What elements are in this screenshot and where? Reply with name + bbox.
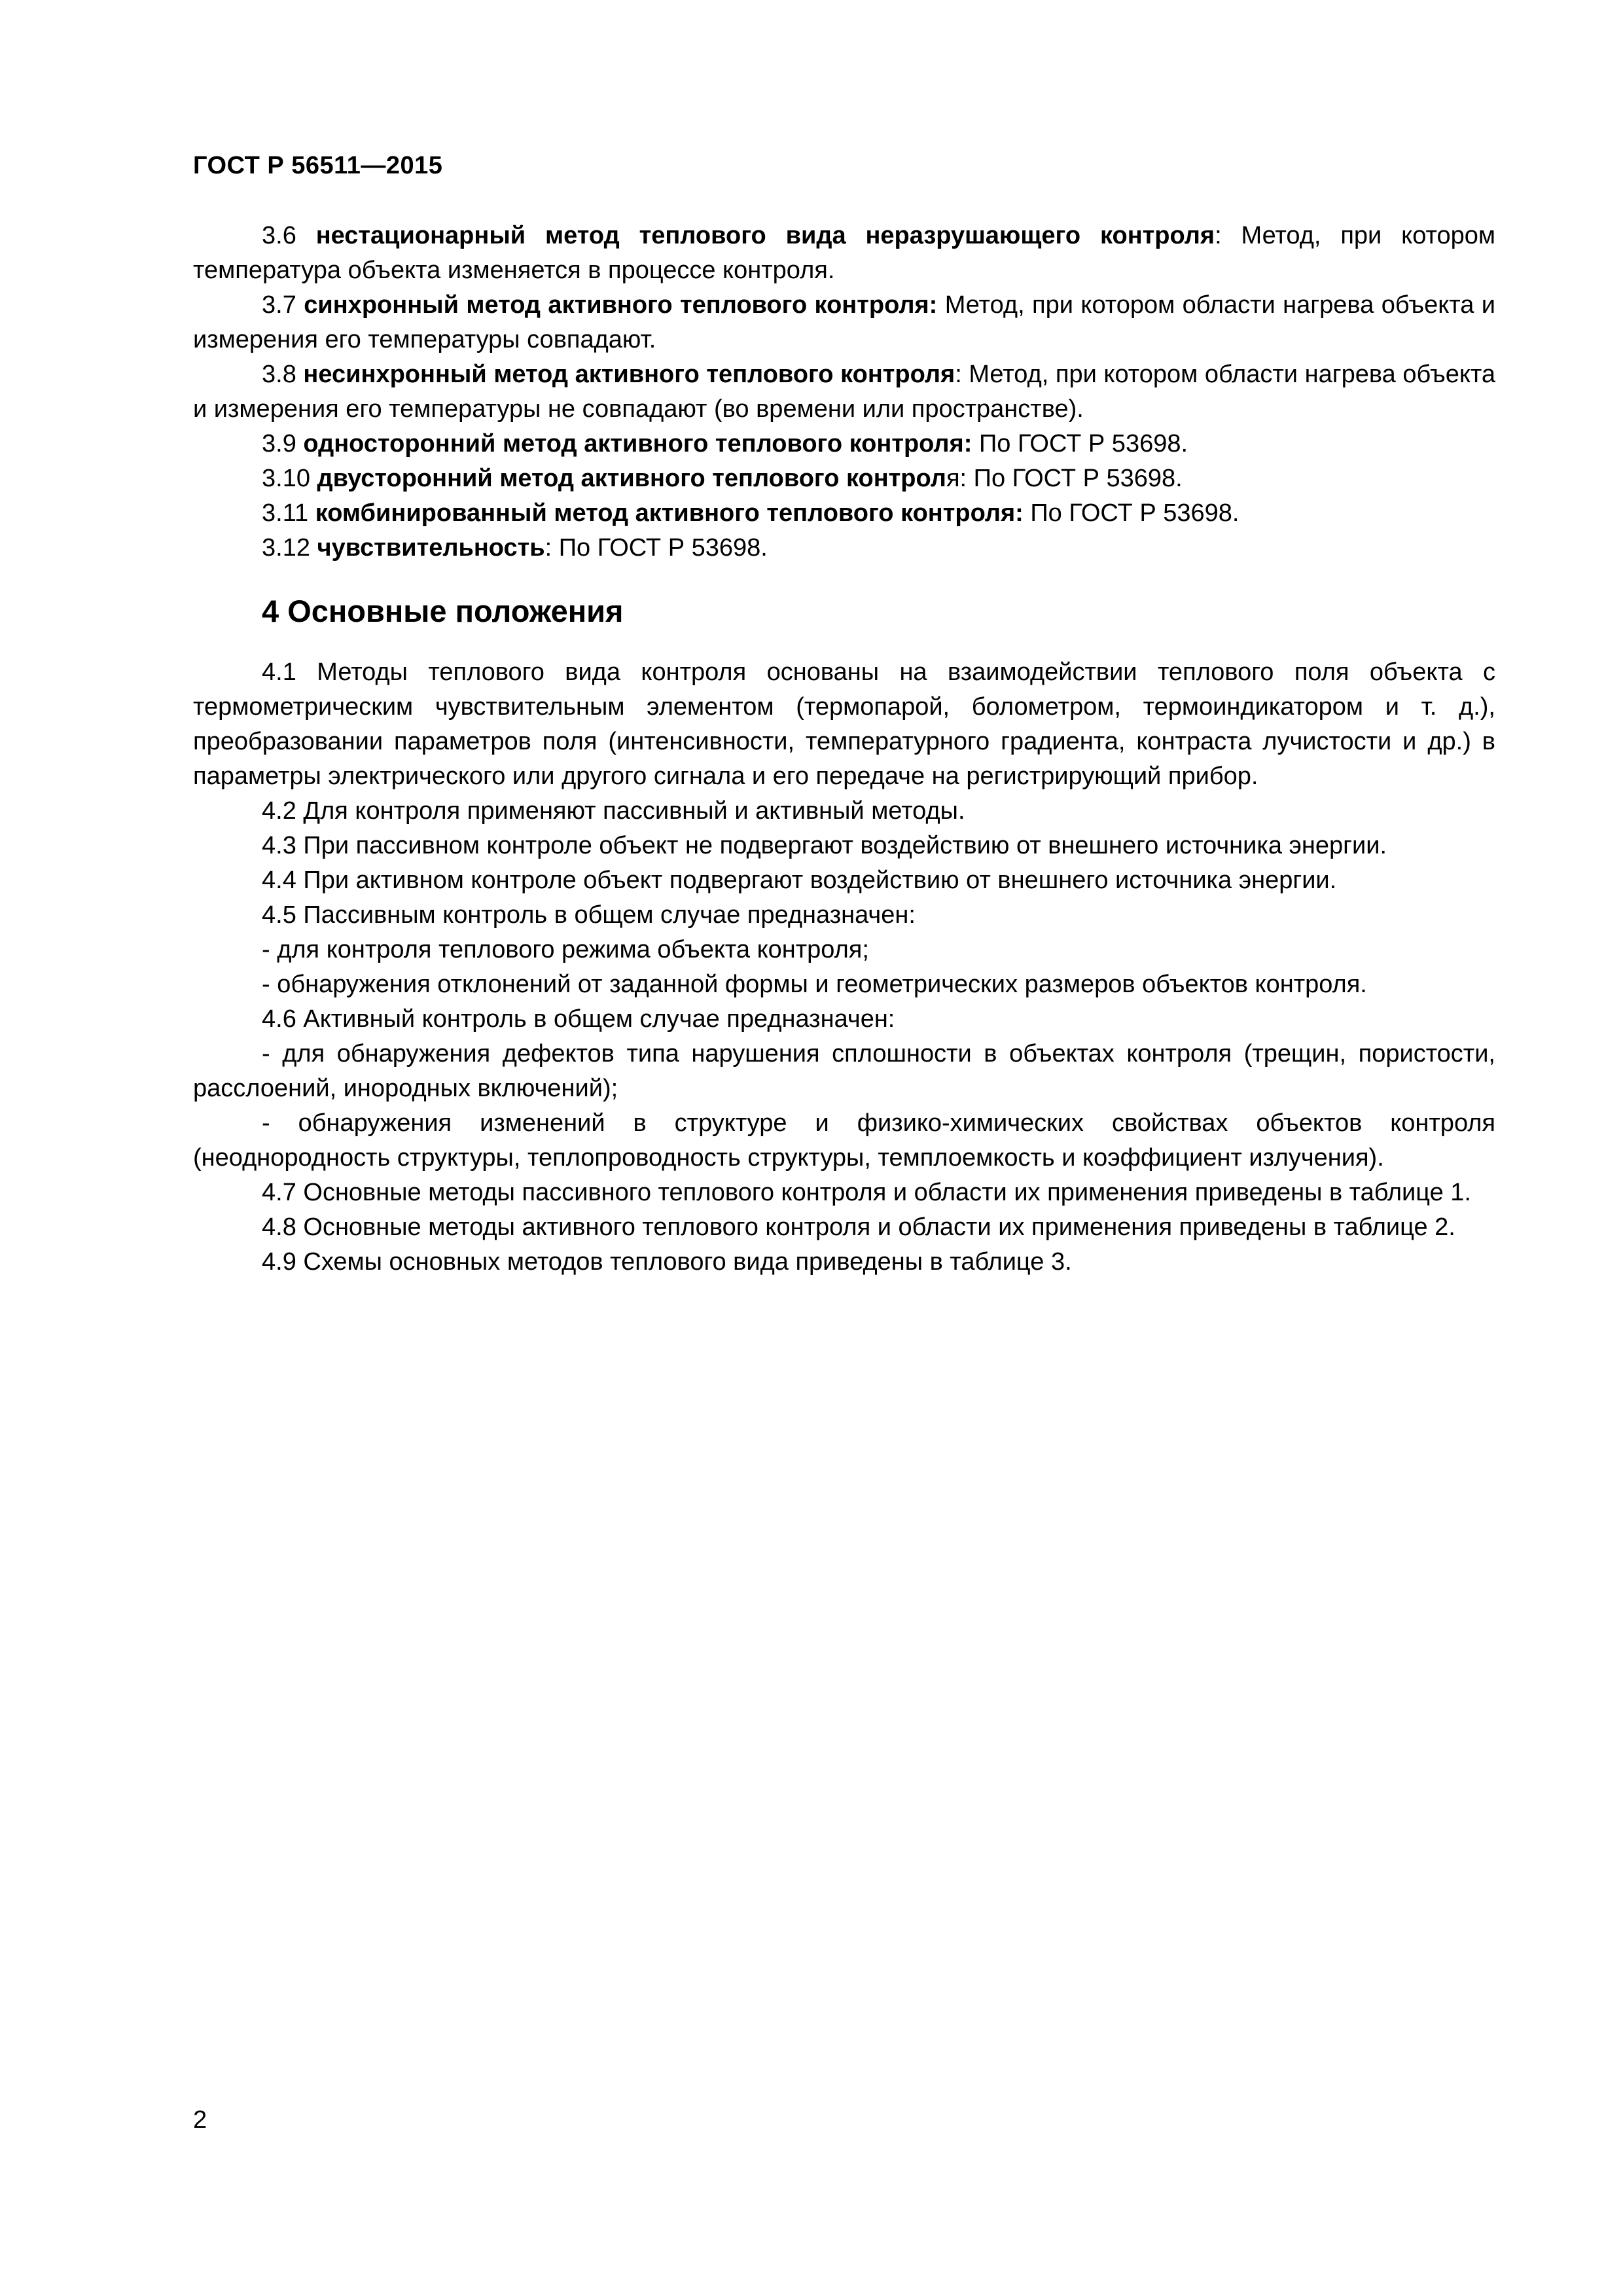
term-definition: По ГОСТ Р 53698. (1023, 499, 1240, 527)
term-3-11 (193, 496, 1495, 531)
document-code-header: ГОСТ Р 56511—2015 (193, 152, 443, 179)
list-item-4-6-a: - для обнаружения дефектов типа нарушения сплошности в объектах контроля (трещин, пористости, расслоений, инородных включений); (193, 1040, 1495, 1102)
paragraph-4-7: 4.7 Основные методы пассивного теплового контроля и области их применения приведены в таблице 1. (262, 1179, 1471, 1206)
term-number: 3.8 (262, 361, 296, 388)
paragraph-4-2: 4.2 Для контроля применяют пассивный и активный методы. (262, 797, 965, 825)
term-number: 3.7 (262, 291, 296, 319)
page-body (193, 219, 1495, 1280)
term-3-8 (193, 357, 1495, 427)
term-name: чувствительность (317, 534, 545, 562)
term-number: 3.9 (262, 430, 296, 457)
term-definition: : Метод, при котором температура объекта изменяется в процессе контроля. (193, 222, 1495, 284)
term-number: 3.10 (262, 465, 310, 492)
paragraph-4-9: 4.9 Схемы основных методов теплового вида приведены в таблице 3. (262, 1248, 1072, 1276)
term-name: комбинированный метод активного теплового контроля: (315, 499, 1024, 527)
term-3-12 (193, 531, 1495, 565)
term-name: двусторонний метод активного теплового контрол (317, 465, 946, 492)
paragraph-4-4: 4.4 При активном контроле объект подвергают воздействию от внешнего источника энергии. (262, 867, 1337, 894)
term-name: нестационарный метод теплового вида неразрушающего контроля (315, 222, 1215, 249)
term-definition: : Метод, при котором области нагрева объекта и измерения его температуры не совпадают (во времени или пространстве). (193, 361, 1495, 423)
section-4-title: 4 Основные положения (262, 594, 624, 628)
term-3-7 (193, 288, 1495, 357)
list-item-4-5-a: - для контроля теплового режима объекта контроля; (262, 936, 869, 963)
paragraph-4-1: 4.1 Методы теплового вида контроля основаны на взаимодействии теплового поля объекта с термометрическим чувствительным элементом (термопарой, болометром, термоиндикатором и т. д.), преобразовании параметров поля (интенсивности, температурного градиента, контраста лучистости и др.) в параметры электрического или другого сигнала и его передаче на регистрирующий прибор. (193, 658, 1495, 790)
term-name: несинхронный метод активного теплового контроля (303, 361, 955, 388)
term-number: 3.12 (262, 534, 310, 562)
paragraph-4-8: 4.8 Основные методы активного теплового контроля и области их применения приведены в таблице 2. (262, 1213, 1455, 1241)
paragraph-4-5: 4.5 Пассивным контроль в общем случае предназначен: (262, 901, 916, 929)
list-item-4-6-b: - обнаружения изменений в структуре и физико-химических свойствах объектов контроля (неоднородность структуры, теплопроводность структуры, темплоемкость и коэффициент излучения). (193, 1109, 1495, 1172)
term-definition: я: По ГОСТ Р 53698. (946, 465, 1183, 492)
term-number: 3.6 (262, 222, 296, 249)
term-definition: : По ГОСТ Р 53698. (544, 534, 768, 562)
term-number: 3.11 (262, 499, 309, 527)
term-3-10 (193, 461, 1495, 496)
term-3-9 (193, 427, 1495, 461)
term-name: односторонний метод активного теплового контроля: (303, 430, 972, 457)
term-definition: По ГОСТ Р 53698. (972, 430, 1188, 457)
term-name: синхронный метод активного теплового контроля: (304, 291, 938, 319)
page-number: 2 (193, 2106, 207, 2134)
paragraph-4-6: 4.6 Активный контроль в общем случае предназначен: (262, 1005, 895, 1033)
term-definition: Метод, при котором области нагрева объекта и измерения его температуры совпадают. (193, 291, 1496, 353)
list-item-4-5-b: - обнаружения отклонений от заданной формы и геометрических размеров объектов контроля. (262, 971, 1367, 998)
paragraph-4-3: 4.3 При пассивном контроле объект не подвергают воздействию от внешнего источника энергии. (262, 832, 1387, 859)
term-3-6 (193, 219, 1495, 288)
